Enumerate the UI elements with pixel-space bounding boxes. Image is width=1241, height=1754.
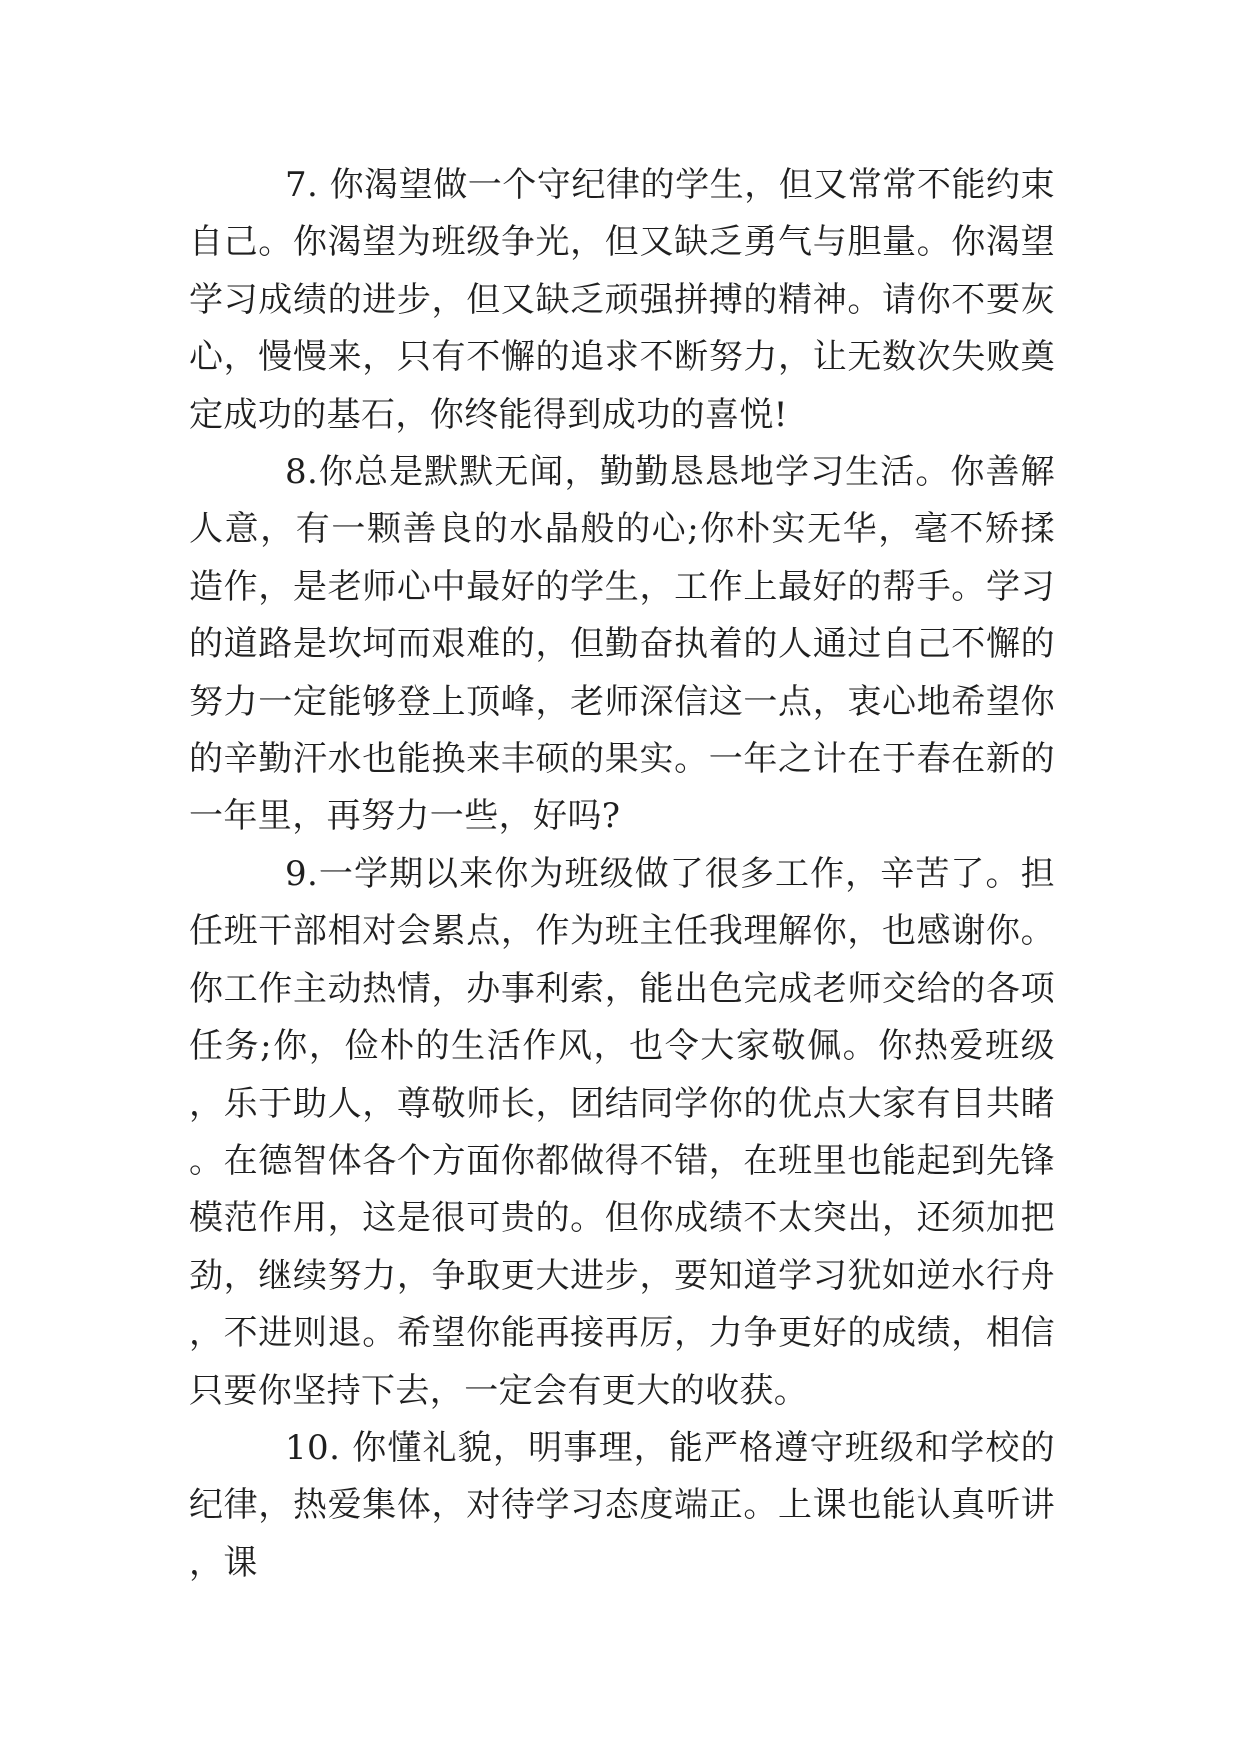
paragraph-8: 8.你总是默默无闻，勤勤恳恳地学习生活。你善解人意，有一颗善良的水晶般的心;你朴实无华，毫不矫揉造作，是老师心中最好的学生，工作上最好的帮手。学习的道路是坎坷而艰难的，但勤奋执着的人通过自己不懈的努力一定能够登上顶峰，老师深信这一点，衷心地希望你的辛勤汗水也能换来丰硕的果实。一年之计在于春在新的一年里，再努力一些，好吗?	[189, 452, 1055, 837]
paragraph-9: 9.一学期以来你为班级做了很多工作，辛苦了。担任班干部相对会累点，作为班主任我理解你，也感谢你。你工作主动热情，办事利索，能出色完成老师交给的各项任务;你，俭朴的生活作风，也令大家敬佩。你热爱班级，乐于助人，尊敬师长，团结同学你的优点大家有目共睹。在德智体各个方面你都做得不错，在班里也能起到先锋模范作用，这是很可贵的。但你成绩不太突出，还须加把劲，继续努力，争取更大进步，要知道学习犹如逆水行舟，不进则退。希望你能再接再厉，力争更好的成绩，相信只要你坚持下去，一定会有更大的收获。	[189, 853, 1055, 1411]
document-body	[189, 157, 1055, 1592]
paragraph-10: 10. 你懂礼貌，明事理，能严格遵守班级和学校的纪律，热爱集体，对待学习态度端正。上课也能认真听讲，课	[189, 1427, 1055, 1583]
paragraph-7: 7. 你渴望做一个守纪律的学生，但又常常不能约束自己。你渴望为班级争光，但又缺乏勇气与胆量。你渴望学习成绩的进步，但又缺乏顽强拼搏的精神。请你不要灰心，慢慢来，只有不懈的追求不断努力，让无数次失败奠定成功的基石，你终能得到成功的喜悦!	[189, 165, 1055, 435]
